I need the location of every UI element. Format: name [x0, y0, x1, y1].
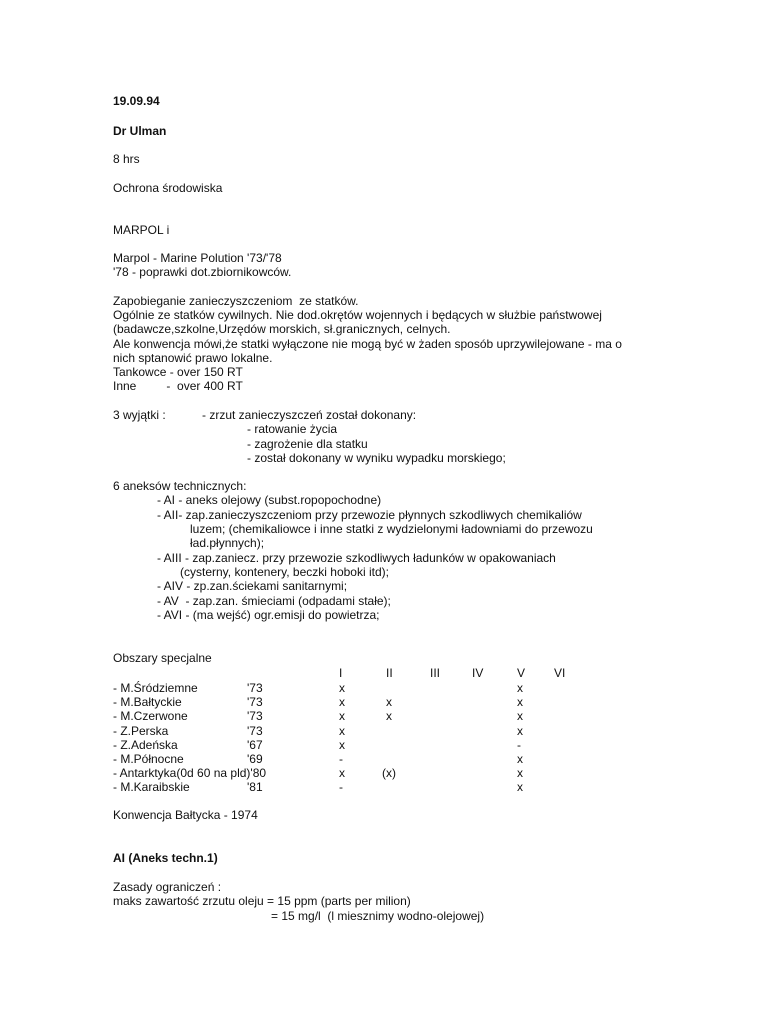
annexes-title: 6 aneksów technicznych:: [113, 479, 247, 493]
annex-line: - AIV - zp.zan.ściekami sanitarnymi;: [157, 579, 348, 593]
date: 19.09.94: [113, 94, 160, 108]
annex-line: - AIII - zap.zaniecz. przy przewozie szkodliwych ładunków w opakowaniach: [157, 551, 556, 565]
area-year: '73: [247, 724, 263, 738]
area-name: - M.Karaibskie: [113, 780, 190, 794]
exception-item: - zagrożenie dla statku: [247, 437, 368, 451]
area-cell: x: [517, 752, 523, 766]
column-header: III: [430, 666, 441, 680]
subject: Ochrona środowiska: [113, 181, 223, 195]
area-cell: x: [339, 695, 345, 709]
annex1-title: AI (Aneks techn.1): [113, 851, 218, 865]
marpol-title: MARPOL i: [113, 223, 170, 237]
area-cell: -: [339, 780, 343, 794]
paragraph-line: nich sptanowić prawo lokalne.: [113, 351, 273, 365]
column-header: V: [517, 666, 526, 680]
column-header: I: [339, 666, 343, 680]
area-cell: x: [517, 724, 523, 738]
paragraph-line: Inne - over 400 RT: [113, 379, 243, 393]
areas-title: Obszary specjalne: [113, 651, 212, 665]
area-year: '81: [247, 780, 263, 794]
annex-line: - AII- zap.zanieczyszczeniom przy przewozie płynnych szkodliwych chemikaliów: [157, 508, 582, 522]
area-name: - M.Śródziemne: [113, 681, 198, 695]
baltic-convention: Konwencja Bałtycka - 1974: [113, 808, 258, 822]
marpol-line-2: '78 - poprawki dot.zbiornikowców.: [113, 265, 292, 279]
area-cell: x: [517, 695, 523, 709]
area-cell: x: [517, 681, 523, 695]
area-cell: x: [339, 738, 345, 752]
exception-item: - został dokonany w wyniku wypadku morskiego;: [247, 451, 506, 465]
marpol-line-1: Marpol - Marine Polution '73/'78: [113, 251, 282, 265]
area-year: '69: [247, 752, 263, 766]
area-year: '73: [247, 709, 263, 723]
area-year: '73: [247, 695, 263, 709]
hours: 8 hrs: [113, 152, 140, 166]
column-header: IV: [472, 666, 484, 680]
annex-line: ład.płynnych);: [190, 536, 265, 550]
area-name: - M.Czerwone: [113, 709, 188, 723]
annex-line: - AV - zap.zan. śmieciami (odpadami stałe);: [157, 594, 391, 608]
annex-line: - AI - aneks olejowy (subst.ropopochodne): [157, 493, 382, 507]
lecturer-name: Dr Ulman: [113, 124, 167, 138]
annex-line: - AVI - (ma wejść) ogr.emisji do powietrza;: [157, 608, 380, 622]
area-name: - Z.Perska: [113, 724, 169, 738]
area-name: - M.Północne: [113, 752, 184, 766]
paragraph-line: Ale konwencja mówi,że statki wyłączone nie mogą być w żaden sposób uprzywilejowane - ma o: [113, 337, 622, 351]
area-cell: x: [339, 766, 345, 780]
paragraph-line: (badawcze,szkolne,Urzędów morskich, sł.granicznych, celnych.: [113, 322, 451, 336]
limits-label: Zasady ograniczeń :: [113, 880, 222, 894]
area-cell: x: [517, 780, 523, 794]
paragraph-line: Tankowce - over 150 RT: [113, 365, 243, 379]
paragraph-line: Zapobieganie zanieczyszczeniom ze statków.: [113, 294, 359, 308]
area-cell: x: [386, 709, 392, 723]
exception-item: - ratowanie życia: [247, 422, 338, 436]
area-cell: x: [517, 766, 523, 780]
exception-item: - zrzut zanieczyszczeń został dokonany:: [202, 408, 417, 422]
area-name: - Z.Adeńska: [113, 738, 178, 752]
column-header: VI: [554, 666, 566, 680]
paragraph-line: Ogólnie ze statków cywilnych. Nie dod.okrętów wojennych i będących w służbie państwowej: [113, 308, 602, 322]
area-cell: (x): [382, 766, 396, 780]
area-cell: x: [517, 709, 523, 723]
area-year: '67: [247, 738, 263, 752]
limit-line-1: maks zawartość zrzutu oleju = 15 ppm (parts per milion): [113, 894, 411, 908]
annex-line: luzem; (chemikaliowce i inne statki z wydzielonymi ładowniami do przewozu: [190, 522, 593, 536]
area-year: '73: [247, 681, 263, 695]
exceptions-label: 3 wyjątki :: [113, 408, 166, 422]
area-name: - M.Bałtyckie: [113, 695, 182, 709]
limit-line-2: = 15 mg/l (l miesznimy wodno-olejowej): [271, 909, 485, 923]
area-cell: -: [517, 738, 521, 752]
column-header: II: [386, 666, 393, 680]
area-cell: x: [339, 709, 345, 723]
area-name: - Antarktyka(0d 60 na pld)'80: [113, 766, 267, 780]
area-cell: x: [386, 695, 392, 709]
area-cell: x: [339, 724, 345, 738]
annex-line: (cysterny, kontenery, beczki hoboki itd);: [180, 565, 389, 579]
area-cell: x: [339, 681, 345, 695]
area-cell: -: [339, 752, 343, 766]
